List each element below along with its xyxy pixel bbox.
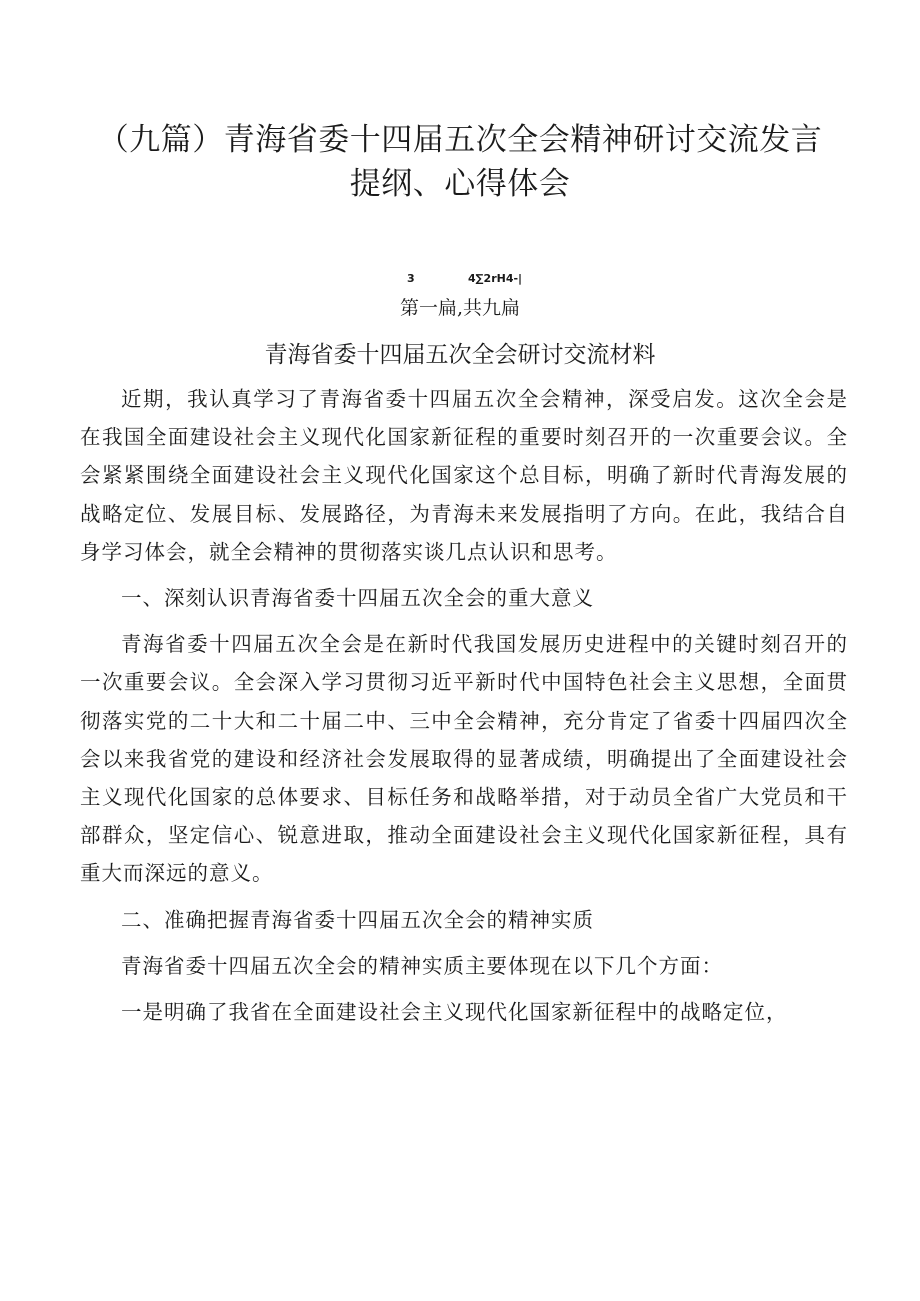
document-body (80, 380, 848, 1031)
document-title-line-2: 提纲、心得体会 (349, 166, 571, 202)
heading-section-1: 一、深刻认识青海省委十四届五次全会的重大意义 (121, 586, 594, 611)
paragraph-point-1: 一是明确了我省在全面建设社会主义现代化国家新征程中的战略定位， (121, 1000, 788, 1025)
heading-section-2: 二、准确把握青海省委十四届五次全会的精神实质 (121, 907, 594, 932)
code-left: 3 (407, 272, 415, 285)
paragraph-section-2-intro: 青海省委十四届五次全会的精神实质主要体现在以下几个方面： (121, 953, 723, 978)
paragraph-section-1: 青海省委十四届五次全会是在新时代我国发展历史进程中的关键时刻召开的一次重要会议。全会深入学习贯彻习近平新时代中国特色社会主义思想，全面贯彻落实党的二十大和二十届二中、三中全会精神，充分肯定了省委十四届四次全会以来我省党的建设和经济社会发展取得的显著成绩，明确提出了全面建设社会主义现代化国家的总体要求、目标任务和战略举措，对于动员全省广大党员和干部群众，坚定信心、锐意进取，推动全面建设社会主义现代化国家新征程，具有重大而深远的意义。 (80, 632, 848, 886)
code-right: 4∑2rH4-| (468, 272, 523, 285)
garbled-code-line (0, 270, 920, 288)
section-subtitle: 青海省委十四届五次全会研讨交流材料 (264, 342, 656, 368)
paragraph-intro: 近期，我认真学习了青海省委十四届五次全会精神，深受启发。这次全会是在我国全面建设社会主义现代化国家新征程的重要时刻召开的一次重要会议。全会紧紧围绕全面建设社会主义现代化国家这个总目标，明确了新时代青海发展的战略定位、发展目标、发展路径，为青海未来发展指明了方向。在此，我结合自身学习体会，就全会精神的贯彻落实谈几点认识和思考。 (80, 387, 848, 564)
document-title-line-1: （九篇）青海省委十四届五次全会精神研讨交流发言 (97, 122, 823, 158)
part-label: 第一扁,共九扁 (399, 297, 521, 319)
